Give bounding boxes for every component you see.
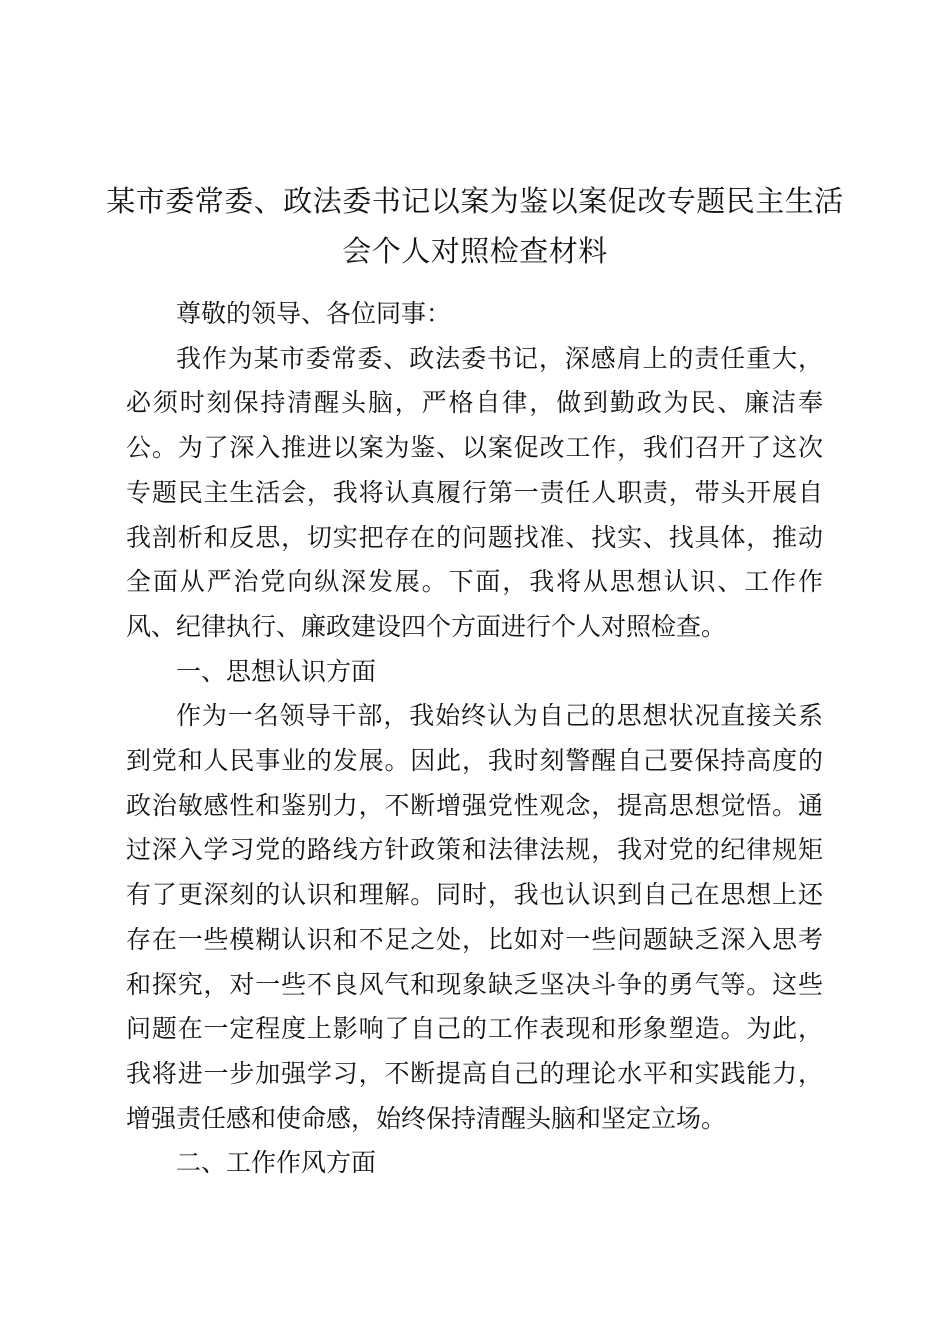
- section-heading-1: 一、思想认识方面: [176, 656, 377, 686]
- document-title: 某市委常委、政法委书记以案为鉴以案促改专题民主生活会个人对照检查材料: [106, 184, 844, 268]
- paragraph-intro: 我作为某市委常委、政法委书记，深感肩上的责任重大，必须时刻保持清醒头脑，严格自律，做到勤政为民、廉洁奉公。为了深入推进以案为鉴、以案促改工作，我们召开了这次专题民主生活会，我将认真履行第一责任人职责，带头开展自我剖析和反思，切实把存在的问题找准、找实、找具体，推动全面从严治党向纵深发展。下面，我将从思想认识、工作作风、纪律执行、廉政建设四个方面进行个人对照检查。: [126, 343, 823, 641]
- paragraph-section-1: 作为一名领导干部，我始终认为自己的思想状况直接关系到党和人民事业的发展。因此，我时刻警醒自己要保持高度的政治敏感性和鉴别力，不断增强党性观念，提高思想觉悟。通过深入学习党的路线方针政策和法律法规，我对党的纪律规矩有了更深刻的认识和理解。同时，我也认识到自己在思想上还存在一些模糊认识和不足之处，比如对一些问题缺乏深入思考和探究，对一些不良风气和现象缺乏坚决斗争的勇气等。这些问题在一定程度上影响了自己的工作表现和形象塑造。为此，我将进一步加强学习，不断提高自己的理论水平和实践能力，增强责任感和使命感，始终保持清醒头脑和坚定立场。: [126, 701, 823, 1133]
- section-heading-2: 二、工作作风方面: [176, 1148, 377, 1178]
- salutation: 尊敬的领导、各位同事：: [176, 299, 452, 328]
- document-body: [126, 292, 823, 1186]
